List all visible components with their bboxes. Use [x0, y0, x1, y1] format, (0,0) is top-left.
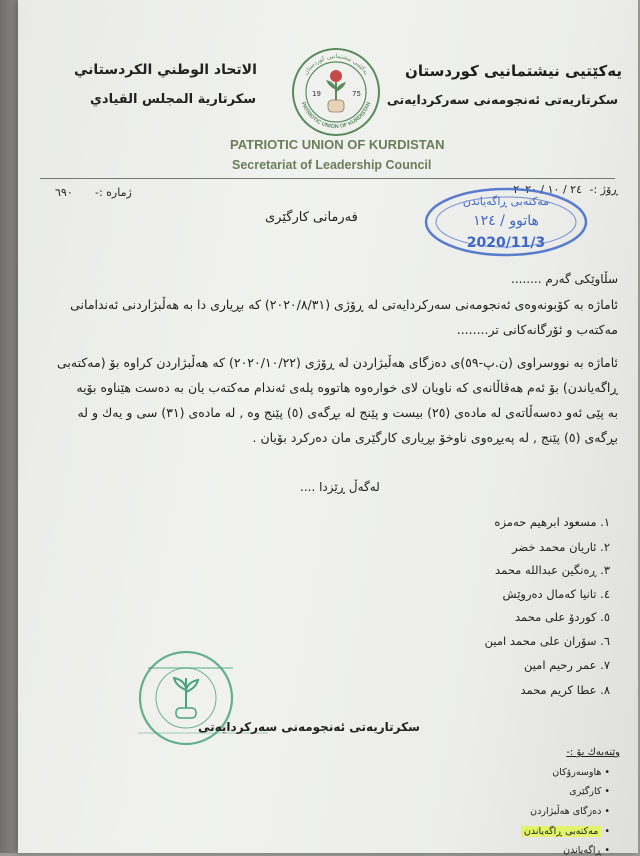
date-label: ڕۆژ :- — [589, 183, 618, 196]
list-item: ١. مسعود ابرهيم حەمزە — [494, 515, 610, 529]
seal-rose-icon — [174, 678, 198, 708]
english-org-name: PATRIOTIC UNION OF KURDISTAN — [230, 137, 445, 152]
list-item: ٦. سۆران علی محمد امين — [484, 634, 610, 648]
kurdish-dept-name: سکرتاریەتی ئەنجومەنی سەرکردایەتی — [386, 92, 618, 107]
list-item: • هاوسەرۆکان — [552, 767, 610, 778]
received-stamp — [422, 185, 590, 260]
copies-title: وێنەیەك بۆ :- — [566, 747, 620, 758]
puk-logo — [290, 46, 382, 138]
kurdish-org-name: یەکێتیی نیشتمانیی کوردستان — [405, 62, 622, 80]
regards-line: لەگەڵ ڕێزدا .... — [300, 480, 380, 494]
stamp-date: 2020/11/3 — [466, 235, 546, 251]
stamp-office: مەکتەبی ڕاگەیاندن — [462, 195, 550, 208]
paragraph2-line3: بە پێی ئەو دەسەڵاتەی لە مادەی (٢٥) بیست و پێنج لە بڕگەی (٥) پێنج وە , لە مادەی (٣١) سی و یەك و لە — [77, 405, 618, 420]
highlighted-recipient: مەکتەبی ڕاگەیاندن — [521, 826, 601, 837]
list-item: ٢. ئاريان محمد خضر — [512, 540, 610, 554]
list-item: ٧. عمر رحيم امين — [523, 658, 610, 672]
subject-heading: فەرمانی کارگێری — [265, 210, 358, 225]
list-item: ٤. تانيا کەمال دەروێش — [502, 587, 610, 601]
header-divider — [40, 178, 615, 179]
english-dept-name: Secretariat of Leadership Council — [232, 158, 432, 172]
logo-hand-rose-icon — [326, 70, 346, 112]
list-item: • دەزگای هەڵبژاردن — [530, 806, 610, 817]
list-item: ٨. عطا کريم محمد — [520, 683, 610, 697]
list-item: ٥. کوردۆ علی محمد — [515, 610, 610, 624]
logo-year-right: 75 — [352, 90, 361, 98]
number-value: ٦٩٠ — [55, 186, 73, 199]
list-item: ٣. ڕەنگين عبدالله محمد — [495, 563, 610, 577]
list-item: • کارگێری — [569, 786, 610, 797]
logo-ring-bottom-text: PATRIOTIC UNION OF KURDISTAN — [299, 101, 373, 131]
paragraph1-line2: مەکتەب و ئۆرگانەکانی تر........ — [456, 322, 618, 337]
stamp-incoming-number: هاتوو / ١٢٤ — [473, 213, 539, 229]
paragraph2-line2: ڕاگەیاندن) بۆ ئەم هەڤاڵانەی کە ناویان لای خوارەوە هاتووە پلەی ئەندام مەکتەب یان بە دەست هێناوە بۆیە — [76, 380, 618, 395]
number-label: ژمارە :- — [95, 186, 132, 199]
logo-year-left: 19 — [312, 90, 321, 98]
paragraph2-line4: بڕگەی (٥) پێنج , لە پەیڕەوی ناوخۆ بڕیاری کارگێری مان دەرکرد بۆیان . — [252, 430, 618, 445]
greeting: سڵاوێکی گەرم ........ — [511, 272, 618, 286]
list-item: • مەکتەبی ڕاگەیاندن — [521, 826, 610, 837]
arabic-org-name: الاتحاد الوطني الكردستاني — [74, 62, 257, 78]
date-value: ٢٤ / ١٠ / ٢٠٢٠ — [513, 183, 582, 196]
paragraph1-line1: ئاماژە بە کۆبونەوەی ئەنجومەنی سەرکردایەتی لە ڕۆژی (٢٠٢٠/٨/٣١) کە بڕیاری دا بە هەڵبژاردنی ئەندامانی — [70, 297, 618, 312]
list-item: • ڕاگەیاندن — [563, 845, 610, 856]
logo-ring-top-text: یەکێتیی نیشتمانیی کوردستان — [302, 52, 370, 77]
arabic-dept-name: سكرتارية المجلس القيادي — [90, 92, 257, 107]
paragraph2-line1: ئاماژە بە نووسراوی (ن.پ-٥٩)ی دەزگای هەڵبژاردن لە ڕۆژی (٢٠٢٠/١٠/٢٢) کە هەڵبژاردن کراوە بۆ (مەکتەبی — [56, 355, 618, 370]
signature-office: سکرتاریەتی ئەنجومەنی سەرکردایەتی — [198, 720, 420, 734]
page-shadow-edge — [0, 0, 18, 853]
